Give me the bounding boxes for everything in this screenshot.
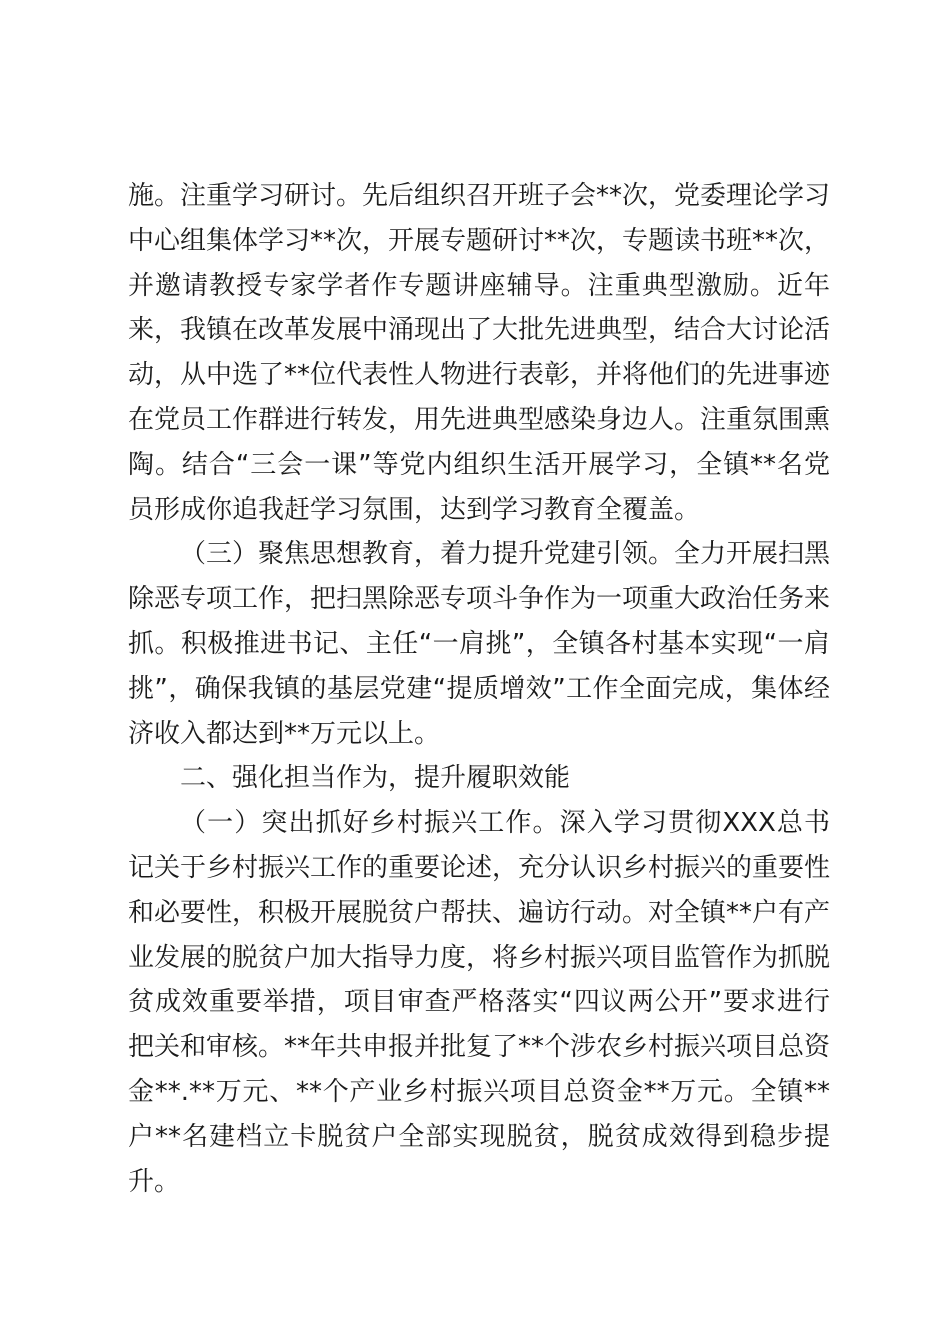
document-body [128,174,830,1204]
paragraph-learning-measures: 施。注重学习研讨。先后组织召开班子会**次，党委理论学习中心组集体学习**次，开展专题研讨**次，专题读书班**次，并邀请教授专家学者作专题讲座辅导。注重典型激励。近年来，我镇在改革发展中涌现出了大批先进典型，结合大讨论活动，从中选了**位代表性人物进行表彰，并将他们的先进事迹在党员工作群进行转发，用先进典型感染身边人。注重氛围熏陶。结合“三会一课”等党内组织生活开展学习，全镇**名党员形成你追我赶学习氛围，达到学习教育全覆盖。 [128,181,831,525]
paragraph-ideological-education: （三）聚焦思想教育，着力提升党建引领。全力开展扫黑除恶专项工作，把扫黑除恶专项斗争作为一项重大政治任务来抓。积极推进书记、主任“一肩挑”，全镇各村基本实现“一肩挑”，确保我镇的基层党建“提质增效”工作全面完成，集体经济收入都达到**万元以上。 [128,539,831,749]
paragraph-rural-revitalization: （一）突出抓好乡村振兴工作。深入学习贯彻XXX总书记关于乡村振兴工作的重要论述，充分认识乡村振兴的重要性和必要性，积极开展脱贫户帮扶、遍访行动。对全镇**户有产业发展的脱贫户加大指导力度，将乡村振兴项目监管作为抓脱贫成效重要举措，项目审查严格落实“四议两公开”要求进行把关和审核。**年共申报并批复了**个涉农乡村振兴项目总资金**.**万元、**个产业乡村振兴项目总资金**万元。全镇**户**名建档立卡脱贫户全部实现脱贫，脱贫成效得到稳步提升。 [128,808,831,1197]
section-heading-two: 二、强化担当作为，提升履职效能 [180,763,571,794]
